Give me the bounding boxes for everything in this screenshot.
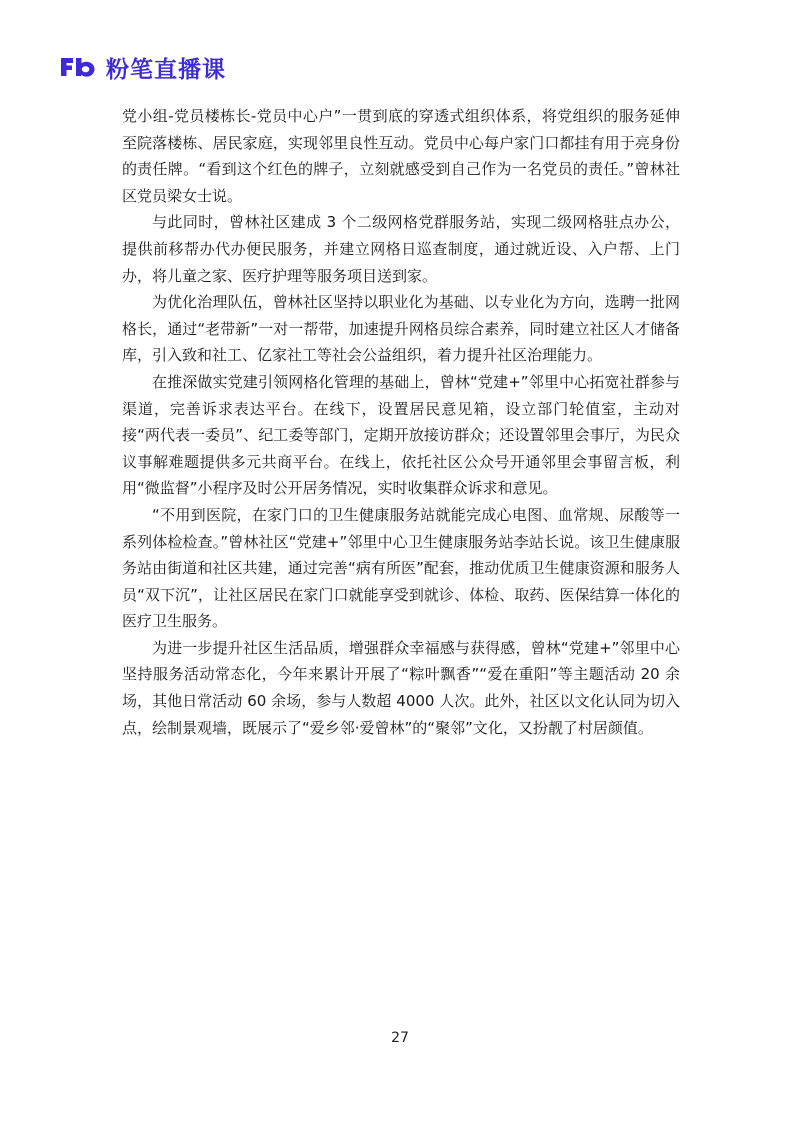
paragraph-2: 与此同时，曾林社区建成 3 个二级网格党群服务站，实现二级网格驻点办公，提供前移帮办代办便民服务，并建立网格日巡查制度，通过就近设、入户帮、上门办，将儿童之家、医疗护理等服务项目送到家。 — [122, 213, 680, 285]
paragraph-3: 为优化治理队伍，曾林社区坚持以职业化为基础、以专业化为方向，选聘一批网格长，通过“老带新”一对一帮带，加速提升网格员综合素养，同时建立社区人才储备库，引入致和社工、亿家社工等社会公益组织，着力提升社区治理能力。 — [122, 293, 680, 365]
page-number: 27 — [391, 1030, 409, 1046]
brand-title: 粉笔直播课 — [106, 56, 226, 83]
paragraph-5: “不用到医院，在家门口的卫生健康服务站就能完成心电图、血常规、尿酸等一系列体检检查。”曾林社区“党建+”邻里中心卫生健康服务站李站长说。该卫生健康服务站由街道和社区共建，通过完善“病有所医”配套，推动优质卫生健康资源和服务人员“双下沉”，让社区居民在家门口就能享受到就诊、体检、取药、医保结算一体化的医疗卫生服务。 — [122, 505, 680, 631]
paragraph-4: 在推深做实党建引领网格化管理的基础上，曾林“党建+”邻里中心拓宽社群参与渠道，完善诉求表达平台。在线下，设置居民意见箱，设立部门轮值室，主动对接“两代表一委员”、纪工委等部门，定期开放接访群众；还设置邻里会事厅，为民众议事解难题提供多元共商平台。在线上，依托社区公众号开通邻里会事留言板，利用“微监督”小程序及时公开居务情况，实时收集群众诉求和意见。 — [122, 372, 680, 498]
article-body — [122, 103, 680, 741]
header — [58, 50, 226, 84]
paragraph-6: 为进一步提升社区生活品质，增强群众幸福感与获得感，曾林“党建+”邻里中心坚持服务活动常态化，今年来累计开展了“粽叶飘香”“爱在重阳”等主题活动 20 余场，其他日常活动 60 余场，参与人数超 4000 人次。此外，社区以文化认同为切入点，绘制景观墙，既展示了“爱乡邻·爱曾林”的“聚邻”文化，又扮靓了村居颜值。 — [122, 638, 680, 737]
fb-logo-icon — [58, 55, 98, 79]
paragraph-1: 党小组-党员楼栋长-党员中心户”一贯到底的穿透式组织体系，将党组织的服务延伸至院落楼栋、居民家庭，实现邻里良性互动。党员中心每户家门口都挂有用于亮身份的责任牌。“看到这个红色的牌子，立刻就感受到自己作为一名党员的责任。”曾林社区党员梁女士说。 — [122, 107, 680, 205]
